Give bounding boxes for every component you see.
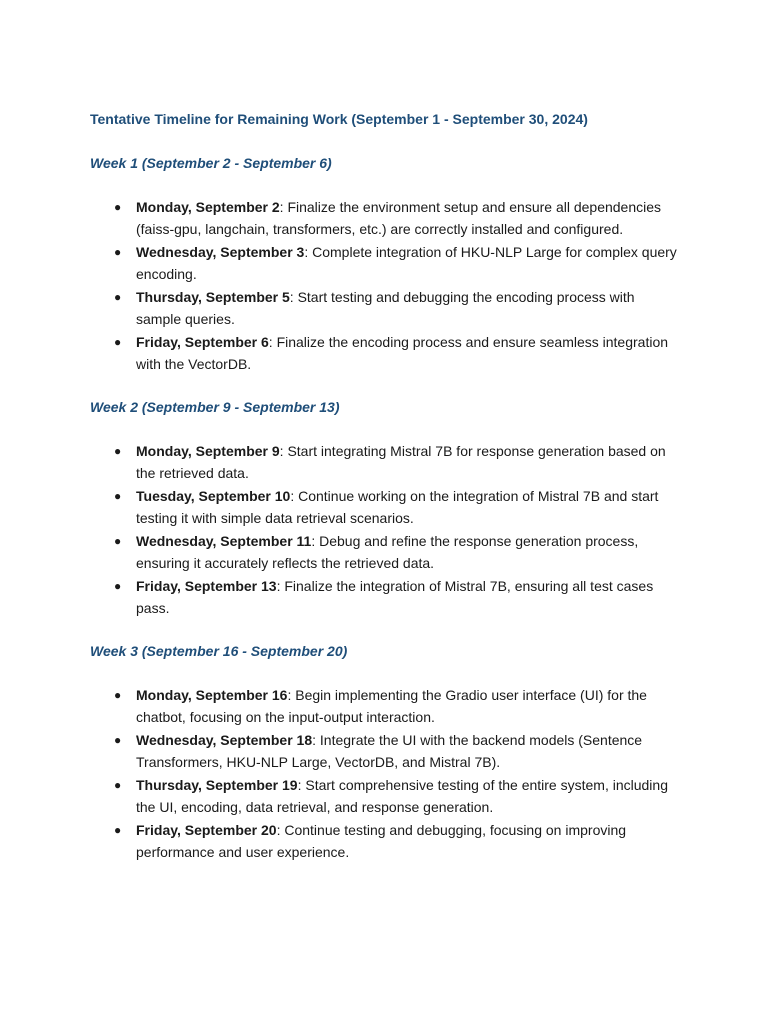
task-text: : Start comprehensive testing of the entire system, including the UI, encoding, data retrieval, and response generation. xyxy=(136,777,668,815)
list-item xyxy=(90,241,681,285)
bullet-icon: ● xyxy=(114,200,122,214)
spacer xyxy=(90,620,690,640)
task-list xyxy=(90,196,690,375)
task-day: Friday, September 6 xyxy=(136,334,269,350)
list-item xyxy=(90,684,681,728)
task-list xyxy=(90,684,690,863)
task-text: : Start integrating Mistral 7B for response generation based on the retrieved data. xyxy=(136,443,666,481)
list-item xyxy=(90,530,681,574)
bullet-icon: ● xyxy=(114,733,122,747)
task-day: Wednesday, September 11 xyxy=(136,533,312,549)
document-page xyxy=(90,108,690,864)
task-day: Monday, September 16 xyxy=(136,687,288,703)
list-item xyxy=(90,440,681,484)
bullet-icon: ● xyxy=(114,534,122,548)
task-text: : Start testing and debugging the encoding process with sample queries. xyxy=(136,289,635,327)
task-text: : Debug and refine the response generation process, ensuring it accurately reflects the retrieved data. xyxy=(136,533,639,571)
bullet-icon: ● xyxy=(114,823,122,837)
bullet-icon: ● xyxy=(114,778,122,792)
list-item xyxy=(90,729,681,773)
task-day: Thursday, September 5 xyxy=(136,289,290,305)
week-section xyxy=(90,152,690,375)
task-day: Friday, September 20 xyxy=(136,822,277,838)
bullet-icon: ● xyxy=(114,335,122,349)
task-text: : Finalize the environment setup and ensure all dependencies (faiss-gpu, langchain, transformers, etc.) are correctly installed and configured. xyxy=(136,199,662,237)
bullet-icon: ● xyxy=(114,688,122,702)
task-day: Monday, September 9 xyxy=(136,443,280,459)
list-item xyxy=(90,196,681,240)
task-text: : Finalize the encoding process and ensure seamless integration with the VectorDB. xyxy=(136,334,669,372)
bullet-icon: ● xyxy=(114,444,122,458)
spacer xyxy=(90,418,690,440)
bullet-icon: ● xyxy=(114,245,122,259)
task-day: Monday, September 2 xyxy=(136,199,280,215)
list-item xyxy=(90,331,681,375)
task-list xyxy=(90,440,690,619)
list-item xyxy=(90,819,681,863)
task-day: Friday, September 13 xyxy=(136,578,277,594)
task-text: : Complete integration of HKU-NLP Large for complex query encoding. xyxy=(136,244,677,282)
spacer xyxy=(90,376,690,396)
task-day: Wednesday, September 3 xyxy=(136,244,305,260)
list-item xyxy=(90,774,681,818)
list-item xyxy=(90,286,681,330)
task-text: : Continue working on the integration of Mistral 7B and start testing it with simple data retrieval scenarios. xyxy=(136,488,659,526)
spacer xyxy=(90,130,690,152)
task-day: Wednesday, September 18 xyxy=(136,732,313,748)
task-text: : Finalize the integration of Mistral 7B, ensuring all test cases pass. xyxy=(136,578,654,616)
week-heading: Week 3 (September 16 - September 20) xyxy=(90,643,348,659)
task-day: Thursday, September 19 xyxy=(136,777,298,793)
bullet-icon: ● xyxy=(114,290,122,304)
week-section xyxy=(90,640,690,863)
week-section xyxy=(90,396,690,619)
spacer xyxy=(90,174,690,196)
task-text: : Continue testing and debugging, focusing on improving performance and user experience. xyxy=(136,822,627,860)
task-day: Tuesday, September 10 xyxy=(136,488,291,504)
week-heading: Week 2 (September 9 - September 13) xyxy=(90,399,340,415)
task-text: : Begin implementing the Gradio user interface (UI) for the chatbot, focusing on the input-output interaction. xyxy=(136,687,647,725)
document-title: Tentative Timeline for Remaining Work (September 1 - September 30, 2024) xyxy=(90,111,588,127)
task-text: : Integrate the UI with the backend models (Sentence Transformers, HKU-NLP Large, VectorDB, and Mistral 7B). xyxy=(136,732,643,770)
list-item xyxy=(90,575,681,619)
list-item xyxy=(90,485,681,529)
spacer xyxy=(90,662,690,684)
week-heading: Week 1 (September 2 - September 6) xyxy=(90,155,332,171)
bullet-icon: ● xyxy=(114,579,122,593)
bullet-icon: ● xyxy=(114,489,122,503)
